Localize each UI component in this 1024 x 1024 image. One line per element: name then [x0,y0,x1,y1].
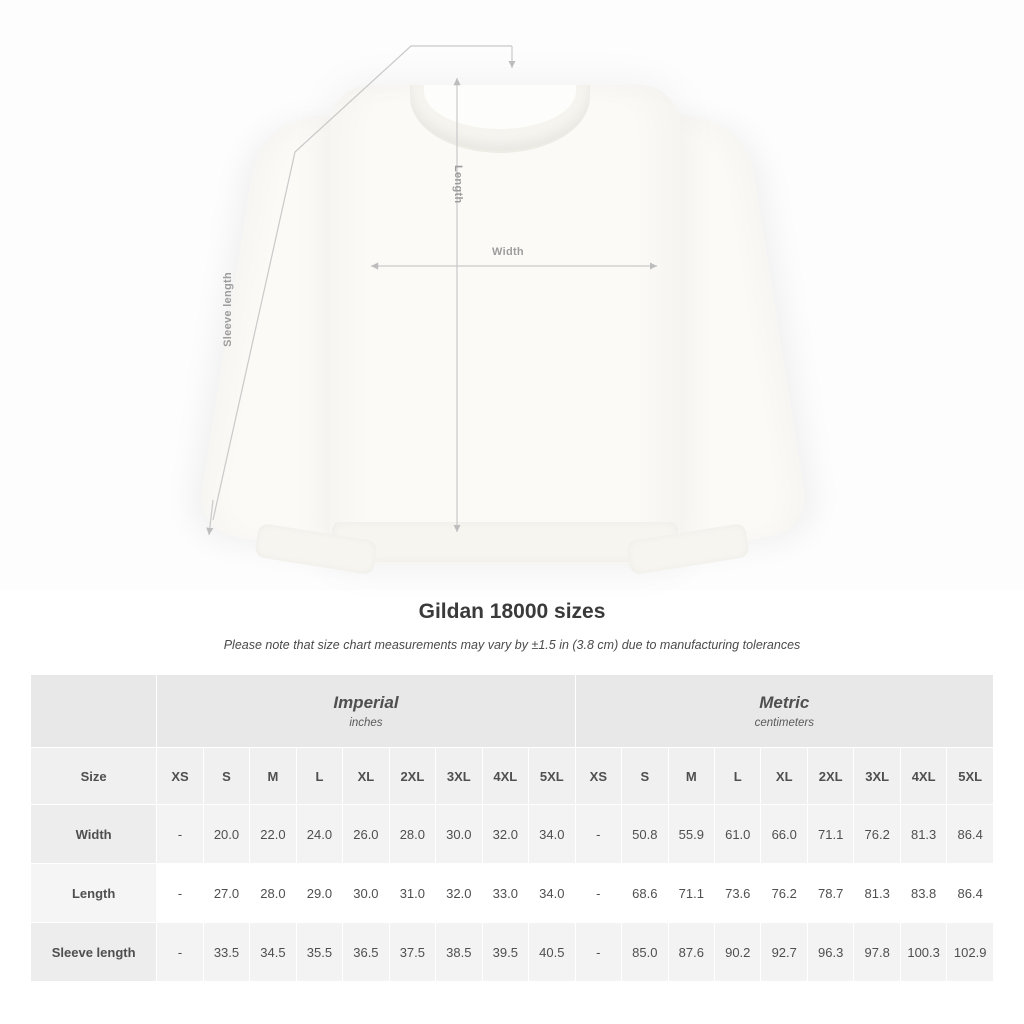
cell-width-imperial-4xl: 32.0 [482,805,528,864]
row-label-sleeve-length: Sleeve length [31,923,157,982]
cell-width-metric-xs: - [575,805,621,864]
cell-sleeve-length-metric-xl: 92.7 [761,923,807,982]
cell-width-imperial-5xl: 34.0 [529,805,576,864]
size-header-metric-m: M [668,748,714,805]
cell-sleeve-length-metric-xs: - [575,923,621,982]
cell-sleeve-length-imperial-4xl: 39.5 [482,923,528,982]
cell-sleeve-length-imperial-2xl: 37.5 [389,923,435,982]
cell-width-metric-xl: 66.0 [761,805,807,864]
hem-band [332,522,678,562]
size-header-imperial-xl: XL [343,748,389,805]
cell-width-metric-5xl: 86.4 [947,805,994,864]
row-label-length: Length [31,864,157,923]
table-row [31,805,994,864]
cell-length-metric-m: 71.1 [668,864,714,923]
cell-sleeve-length-metric-l: 90.2 [715,923,761,982]
metric-header-subtitle: centimeters [754,717,815,729]
size-header-imperial-m: M [250,748,296,805]
row-label-width: Width [31,805,157,864]
sweatshirt-body [330,85,680,565]
cell-sleeve-length-metric-m: 87.6 [668,923,714,982]
cell-sleeve-length-imperial-m: 34.5 [250,923,296,982]
imperial-header-subtitle: inches [349,717,383,729]
cell-width-metric-4xl: 81.3 [900,805,946,864]
cell-length-metric-5xl: 86.4 [947,864,994,923]
table-corner-cell [31,675,157,748]
size-header-imperial-xs: XS [157,748,203,805]
cell-sleeve-length-imperial-xs: - [157,923,203,982]
cell-length-metric-l: 73.6 [715,864,761,923]
size-table-wrap [30,674,994,982]
cell-sleeve-length-imperial-xl: 36.5 [343,923,389,982]
cell-width-metric-3xl: 76.2 [854,805,900,864]
cell-width-imperial-3xl: 30.0 [436,805,482,864]
sleeve-length-label: Sleeve length [222,272,234,347]
size-header-metric-2xl: 2XL [807,748,853,805]
cell-length-metric-2xl: 78.7 [807,864,853,923]
size-header-metric-3xl: 3XL [854,748,900,805]
cell-width-metric-2xl: 71.1 [807,805,853,864]
cell-length-imperial-2xl: 31.0 [389,864,435,923]
length-label: Length [452,165,464,204]
cell-length-imperial-xl: 30.0 [343,864,389,923]
cell-width-metric-l: 61.0 [715,805,761,864]
page-title: Gildan 18000 sizes [418,600,606,623]
cell-width-metric-s: 50.8 [622,805,668,864]
cell-length-imperial-s: 27.0 [203,864,249,923]
tolerance-note: Please note that size chart measurements may vary by ±1.5 in (3.8 cm) due to manufacturing tolerances [223,638,801,652]
cell-sleeve-length-metric-3xl: 97.8 [854,923,900,982]
size-header-cell: Size [31,748,157,805]
cell-sleeve-length-imperial-l: 35.5 [296,923,342,982]
size-table [30,674,994,982]
cell-sleeve-length-imperial-s: 33.5 [203,923,249,982]
cell-sleeve-length-imperial-3xl: 38.5 [436,923,482,982]
cell-sleeve-length-metric-s: 85.0 [622,923,668,982]
cell-length-imperial-5xl: 34.0 [529,864,576,923]
size-header-metric-4xl: 4XL [900,748,946,805]
cell-sleeve-length-metric-2xl: 96.3 [807,923,853,982]
size-header-metric-s: S [622,748,668,805]
cell-length-metric-xl: 76.2 [761,864,807,923]
title-block [0,600,1024,652]
cell-sleeve-length-metric-5xl: 102.9 [947,923,994,982]
cell-length-imperial-xs: - [157,864,203,923]
cell-width-imperial-2xl: 28.0 [389,805,435,864]
cell-length-metric-xs: - [575,864,621,923]
size-header-imperial-2xl: 2XL [389,748,435,805]
size-header-metric-xl: XL [761,748,807,805]
size-header-imperial-s: S [203,748,249,805]
width-label: Width [492,246,524,258]
cell-length-imperial-m: 28.0 [250,864,296,923]
table-row [31,923,994,982]
cell-width-imperial-xl: 26.0 [343,805,389,864]
sweatshirt-graphic [180,40,820,560]
cell-sleeve-length-metric-4xl: 100.3 [900,923,946,982]
units-header-row [31,675,994,748]
size-header-metric-5xl: 5XL [947,748,994,805]
metric-header [575,675,993,748]
size-header-metric-l: L [715,748,761,805]
size-header-imperial-5xl: 5XL [529,748,576,805]
cell-length-metric-4xl: 83.8 [900,864,946,923]
size-header-imperial-l: L [296,748,342,805]
cell-width-imperial-l: 24.0 [296,805,342,864]
cell-length-imperial-3xl: 32.0 [436,864,482,923]
table-row [31,864,994,923]
cell-length-metric-3xl: 81.3 [854,864,900,923]
size-header-metric-xs: XS [575,748,621,805]
cell-length-imperial-4xl: 33.0 [482,864,528,923]
metric-header-title: Metric [759,693,810,712]
size-header-imperial-3xl: 3XL [436,748,482,805]
cell-width-imperial-xs: - [157,805,203,864]
cell-length-imperial-l: 29.0 [296,864,342,923]
imperial-header [157,675,575,748]
cell-length-metric-s: 68.6 [622,864,668,923]
cell-sleeve-length-imperial-5xl: 40.5 [529,923,576,982]
cell-width-imperial-s: 20.0 [203,805,249,864]
cell-width-metric-m: 55.9 [668,805,714,864]
imperial-header-title: Imperial [333,693,399,712]
size-header-imperial-4xl: 4XL [482,748,528,805]
size-header-row [31,748,994,805]
cell-width-imperial-m: 22.0 [250,805,296,864]
